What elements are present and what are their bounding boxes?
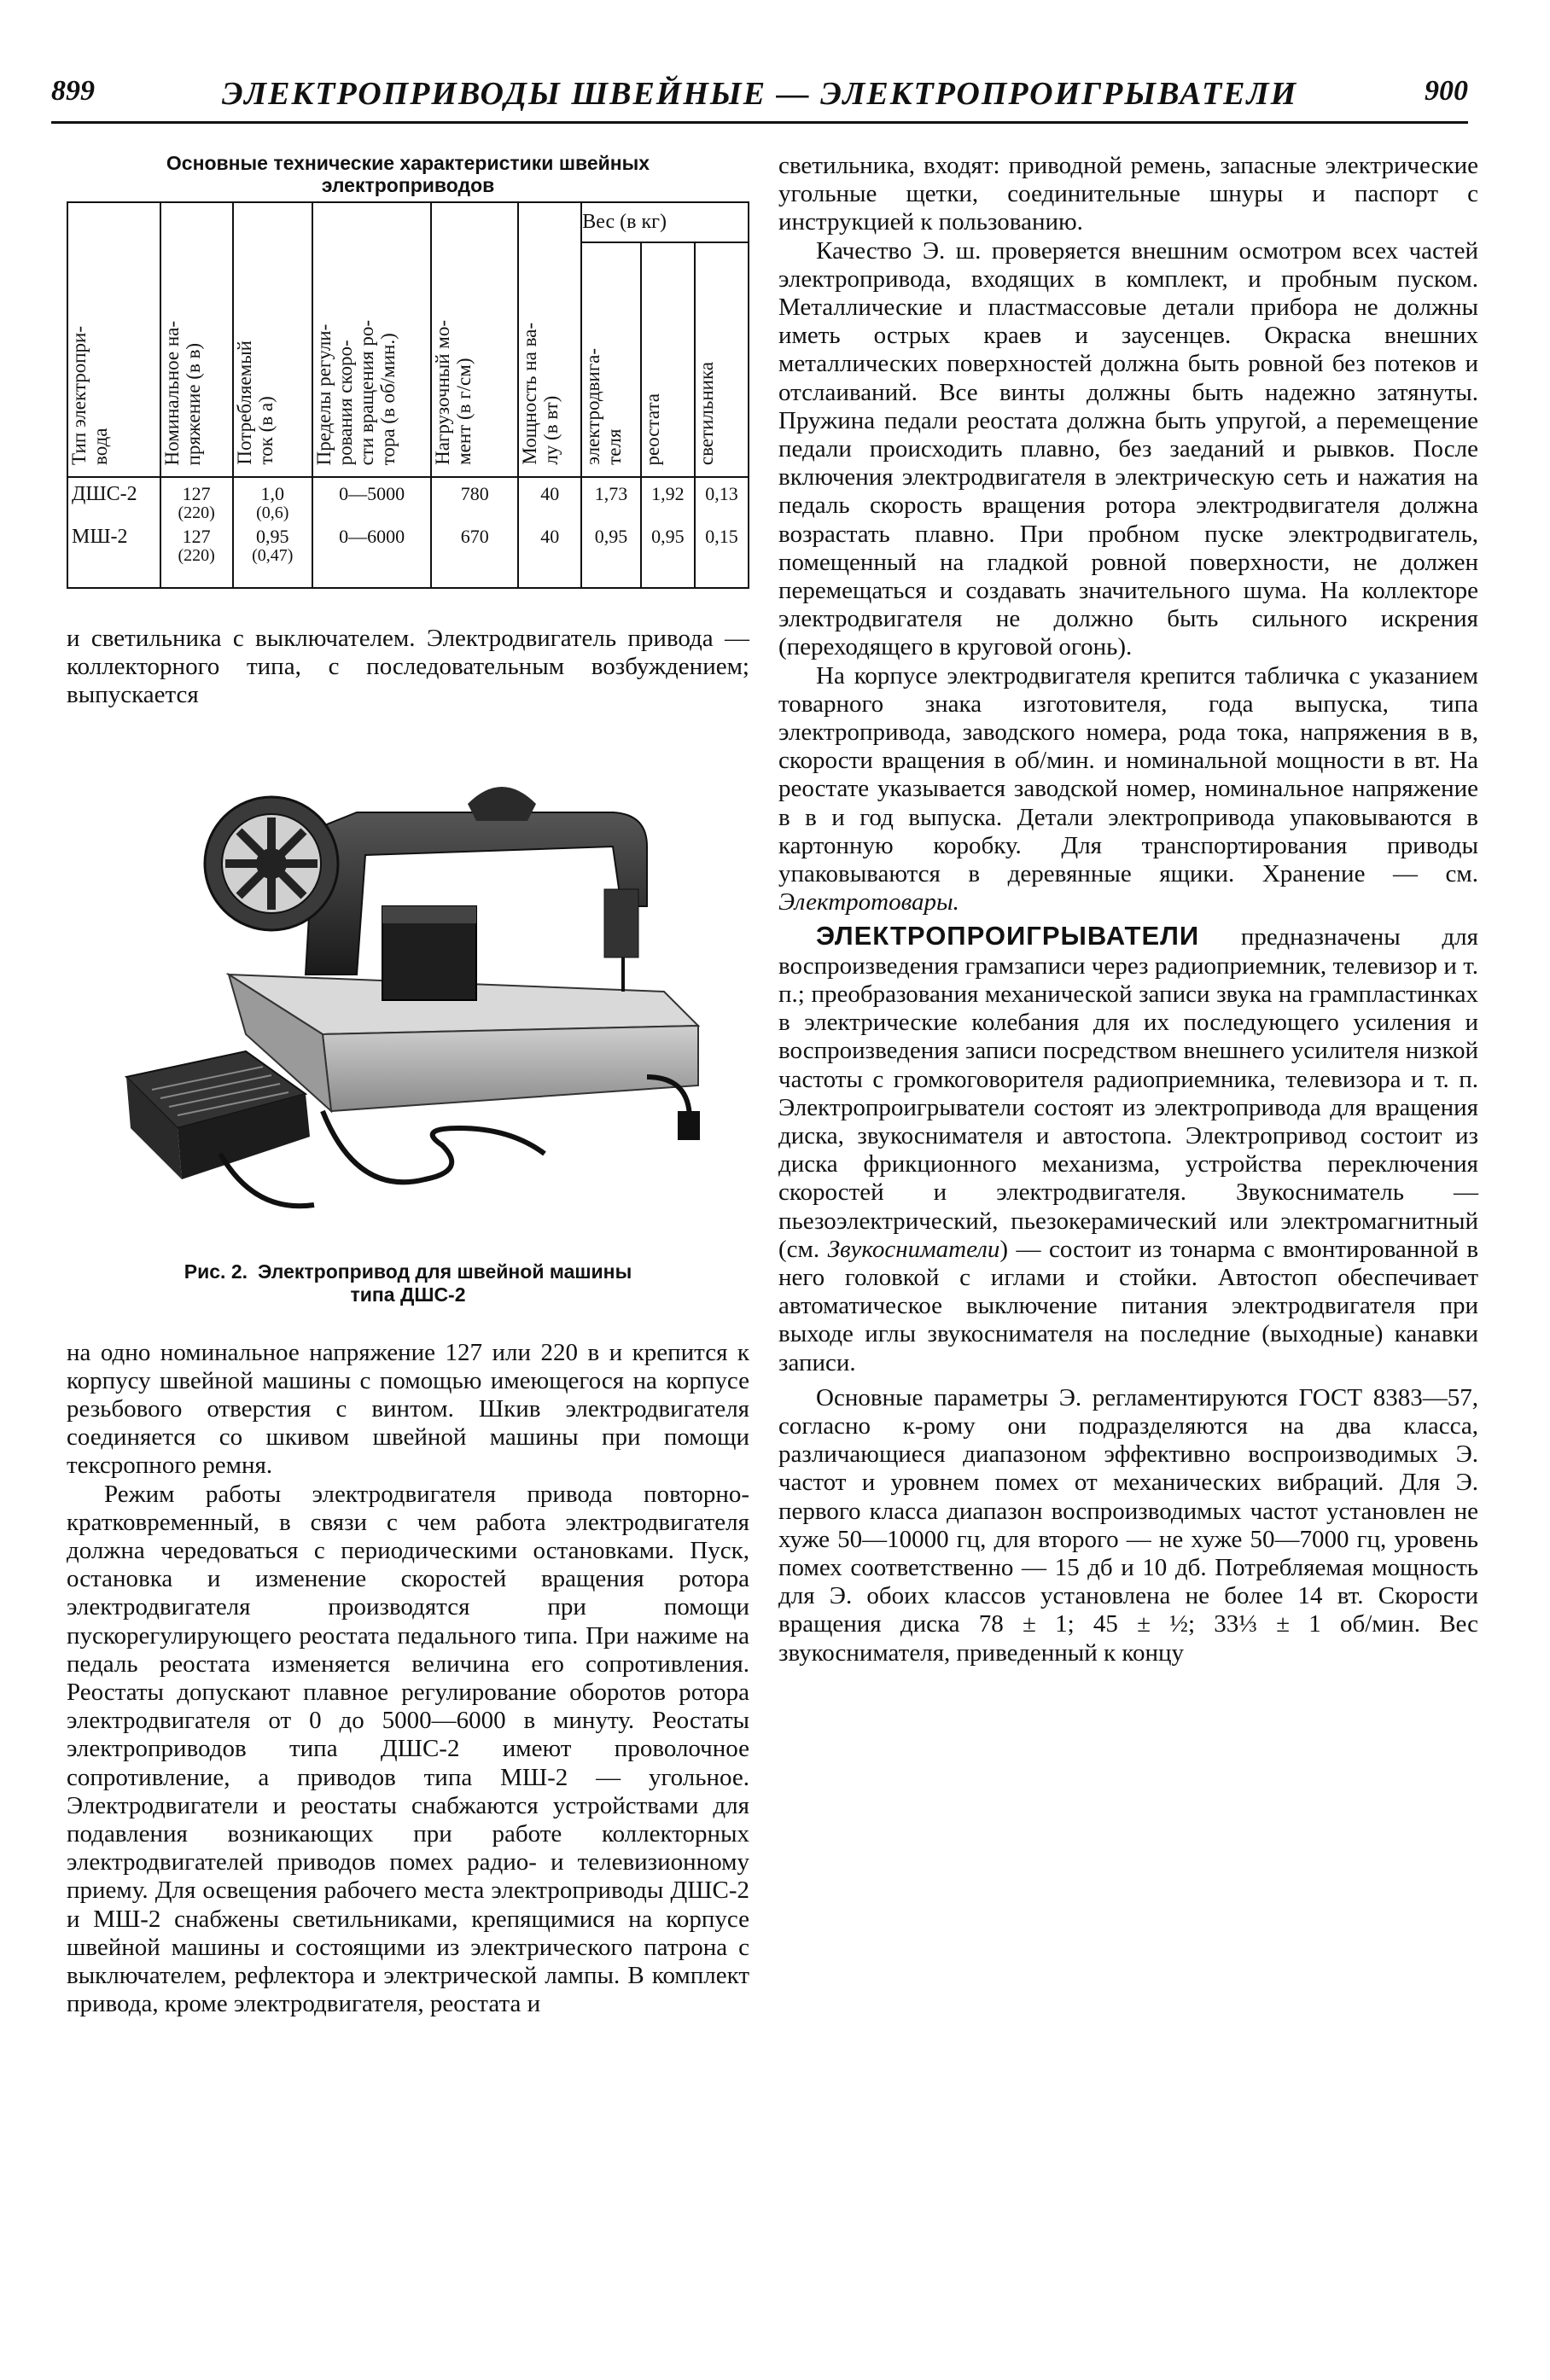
th-weight-group: Вес (в кг) [581, 202, 749, 242]
running-title: ЭЛЕКТРОПРИВОДЫ ШВЕЙНЫЕ — ЭЛЕКТРОПРОИГРЫВАТЕЛИ [221, 76, 1298, 112]
table-caption: Основные технические характеристики швейных электроприводов [166, 152, 650, 196]
figure-sewing-machine [67, 753, 749, 1306]
th-type: Тип электропри- вода [67, 202, 160, 477]
table-row: МШ-2 127 (220) 0,95 (0,47) 0—6000 670 40 0,95 0,95 0,15 [67, 527, 749, 588]
page-number-right: 900 [1425, 75, 1468, 107]
spec-table [67, 201, 749, 589]
left-column [67, 152, 749, 2018]
page-number-left: 899 [51, 75, 95, 107]
paragraph: и светильника с выключателем. Электродвигатель привода — коллекторного типа, с последовательным возбуждением; выпускается [67, 625, 749, 709]
table-row: ДШС-2 127 (220) 1,0 (0,6) 0—5000 780 40 1,73 1,92 0,13 [67, 477, 749, 527]
paragraph: Качество Э. ш. проверяется внешним осмотром всех частей электропривода, входящих в комплект, и пробным пуском. Металлические и пластмассовые детали прибора не должны иметь острых краев и заусенцев. Окраска внешних металлических поверхностей должна быть ровной без потеков и отслаиваний. Все винты должны быть надежно затянуты. Пружина педали реостата должна быть упругой, а перемещение педали происходить плавно, без заеданий и рывков. После включения электродвигателя в электрическую сеть и нажатия на педаль скорость вращения ротора электродвигателя должна возрастать плавно. При пробном пуске электродвигатель, помещенный на гладкой ровной поверхности, не должен перемещаться и создавать значительного шума. На коллекторе электродвигателя не должно быть сильного искрения (переходящего в круговой огонь). [778, 236, 1478, 661]
th-torque: Нагрузочный мо- мент (в г/см) [431, 202, 518, 477]
entry-heading: ЭЛЕКТРОПРОИГРЫВАТЕЛИ [816, 921, 1200, 951]
paragraph: На корпусе электродвигателя крепится табличка с указанием товарного знака изготовителя, года выпуска, типа электропривода, заводского номера, рода тока, напряжения в в, скорости вращения в об/мин. и номинальной мощности в вт. На реостате указывается заводской номер, номинальное напряжение в в и год выпуска. Детали электропривода упаковываются в картонную коробку. Для транспортирования приводы упаковываются в деревянные ящики. Хранение — см. Электротовары. [778, 661, 1478, 917]
right-column [778, 152, 1478, 1667]
paragraph: Основные параметры Э. регламентируются ГОСТ 8383—57, согласно к-рому они подразделяются на два класса, различающиеся диапазоном эффективно воспроизводимых Э. частот и уровнем помех от механических вибраций. Для Э. первого класса диапазон воспроизводимых частот установлен не хуже 50—10000 гц, для второго — не хуже 50—7000 гц, уровень помех соответственно — 15 дб и 10 дб. Потребляемая мощность для Э. обоих классов установлена не более 14 вт. Скорости вращения диска 78 ± 1; 45 ± ½; 33⅓ ± 1 об/мин. Вес звукоснимателя, приведенный к концу [778, 1383, 1478, 1667]
cross-reference: Звукосниматели [827, 1235, 1000, 1263]
th-current: Потребляемый ток (в а) [233, 202, 312, 477]
cross-reference: Электротовары. [778, 888, 959, 917]
figure-caption: Рис. 2. Электропривод для швейной машины типа ДШС-2 [184, 1260, 632, 1306]
th-weight-lamp: светильника [695, 242, 749, 477]
th-weight-rheostat: реостата [641, 242, 695, 477]
paragraph: светильника, входят: приводной ремень, запасные электрические угольные щетки, соединительные шнуры и паспорт с инструкцией к пользованию. [778, 152, 1478, 236]
th-weight-motor: электродвига- теля [581, 242, 641, 477]
th-speed: Пределы регули- рования скоро- сти вращения ро- тора (в об/мин.) [312, 202, 431, 477]
paragraph: Режим работы электродвигателя привода повторно-кратковременный, в связи с чем работа электродвигателя должна чередоваться с периодическими остановками. Пуск, остановка и изменение скоростей вращения ротора электродвигателя производятся при помощи пускорегулирующего реостата педального типа. При нажиме на педаль реостата изменяется величина его сопротивления. Реостаты допускают плавное регулирование оборотов ротора электродвигателя от 0 до 5000—6000 в минуту. Реостаты электроприводов типа ДШС-2 имеют проволочное сопротивление, а приводов типа МШ-2 — угольное. Электродвигатели и реостаты снабжаются устройствами для подавления возникающих при работе коллекторных электродвигателей приводов помех радио- и телевизионному приему. Для освещения рабочего места электроприводы ДШС-2 и МШ-2 снабжены светильниками, крепящимися на корпусе швейной машины и состоящими из электрического патрона с выключателем, рефлектора и электрической лампы. В комплект привода, кроме электродвигателя, реостата и [67, 1480, 749, 2018]
th-power: Мощность на ва- лу (в вт) [518, 202, 581, 477]
entry-paragraph: ЭЛЕКТРОПРОИГРЫВАТЕЛИ предназначены для воспроизведения грамзаписи через радиоприемник, телевизор и т. п.; преобразования механической записи звука на грампластинках в электрические колебания для их последующего усиления и воспроизведения записи посредством внешнего усилителя низкой частоты с громкоговорителя радиоприемника, телевизора и т. п. Электропроигрыватели состоят из электропривода для вращения диска, звукоснимателя и автостопа. Электропривод состоит из диска фрикционного механизма, устройства переключения скоростей и электродвигателя. Звукосниматель — пьезоэлектрический, пьезокерамический или электромагнитный (см. Звукосниматели) — состоит из тонарма с вмонтированной в него головкой с иглами и стойки. Автостоп обеспечивает автоматическое выключение питания электродвигателя при выходе иглы звукоснимателя на последние (выходные) канавки записи. [778, 921, 1479, 1376]
paragraph: на одно номинальное напряжение 127 или 220 в и крепится к корпусу швейной машины с помощью имеющегося на корпусе резьбового отверстия с винтом. Шкив электродвигателя соединяется со шкивом швейной машины при помощи тексропного ремня. [67, 1338, 749, 1480]
sewing-machine-image [101, 753, 715, 1231]
header-rule [51, 121, 1468, 124]
running-head [51, 75, 1468, 119]
th-voltage: Номинальное на- пряжение (в в) [160, 202, 233, 477]
